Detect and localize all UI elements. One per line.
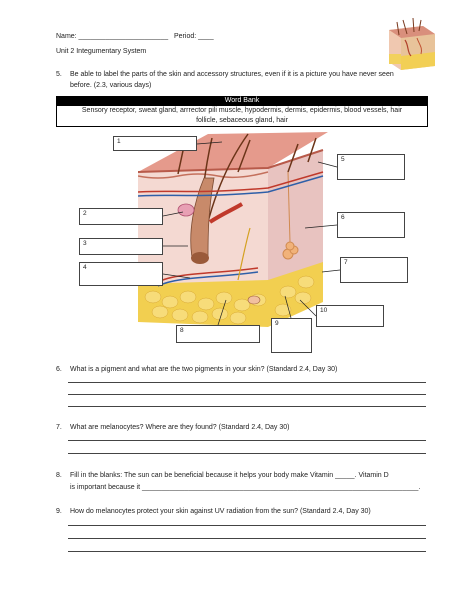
diagram-label-box-4[interactable] bbox=[79, 262, 163, 286]
diagram-label-box-7[interactable] bbox=[340, 257, 408, 283]
period-field-label: Period: ____ bbox=[174, 33, 214, 40]
question-9 bbox=[56, 507, 456, 517]
question-8-line2: is important because it _______________________________________________________________________. bbox=[70, 484, 421, 491]
diagram-label-box-3[interactable] bbox=[79, 238, 163, 255]
question-5-line1: Be able to label the parts of the skin and accessory structures, even if it is a picture you have never seen bbox=[70, 71, 394, 78]
diagram-label-number: 2 bbox=[83, 210, 87, 217]
answer-line[interactable] bbox=[68, 453, 426, 454]
question-7-number: 7. bbox=[56, 424, 62, 431]
word-bank-line1: Sensory receptor, sweat gland, arrrector pili muscle, hypodermis, dermis, epidermis, blood vessels, hair bbox=[81, 107, 403, 114]
diagram-label-number: 6 bbox=[341, 214, 345, 221]
diagram-label-box-2[interactable] bbox=[79, 208, 163, 225]
diagram-label-number: 7 bbox=[344, 259, 348, 266]
question-9-text: How do melanocytes protect your skin against UV radiation from the sun? (Standard 2.4, Day 30) bbox=[70, 508, 371, 515]
question-6 bbox=[56, 365, 456, 375]
question-5 bbox=[56, 70, 466, 92]
question-8-line1: Fill in the blanks: The sun can be beneficial because it helps your body make Vitamin _____. Vitamin D bbox=[70, 472, 389, 479]
diagram-label-number: 1 bbox=[117, 138, 121, 145]
answer-line[interactable] bbox=[68, 551, 426, 552]
diagram-label-box-10[interactable] bbox=[316, 305, 384, 327]
question-6-text: What is a pigment and what are the two pigments in your skin? (Standard 2.4, Day 30) bbox=[70, 366, 338, 373]
question-6-number: 6. bbox=[56, 366, 62, 373]
skin-cross-section-diagram bbox=[138, 132, 338, 332]
word-bank-line2: follicle, sebaceous gland, hair bbox=[196, 117, 288, 124]
word-bank-terms bbox=[56, 106, 428, 127]
diagram-label-number: 5 bbox=[341, 156, 345, 163]
answer-line[interactable] bbox=[68, 440, 426, 441]
question-5-line2: before. (2.3, various days) bbox=[70, 82, 152, 89]
diagram-label-box-8[interactable] bbox=[176, 325, 260, 343]
question-9-number: 9. bbox=[56, 508, 62, 515]
diagram-label-number: 3 bbox=[83, 240, 87, 247]
diagram-label-box-9[interactable] bbox=[271, 318, 312, 353]
question-7-text: What are melanocytes? Where are they found? (Standard 2.4, Day 30) bbox=[70, 424, 290, 431]
word-bank-title: Word Bank bbox=[56, 96, 428, 106]
diagram-label-box-5[interactable] bbox=[337, 154, 405, 180]
name-field-label: Name: _______________________ bbox=[56, 33, 169, 40]
answer-line[interactable] bbox=[68, 382, 426, 383]
diagram-label-number: 4 bbox=[83, 264, 87, 271]
answer-line[interactable] bbox=[68, 406, 426, 407]
question-8 bbox=[56, 471, 466, 493]
diagram-label-number: 9 bbox=[275, 320, 279, 327]
diagram-label-number: 8 bbox=[180, 327, 184, 334]
diagram-label-box-6[interactable] bbox=[337, 212, 405, 238]
answer-line[interactable] bbox=[68, 525, 426, 526]
answer-line[interactable] bbox=[68, 394, 426, 395]
answer-line[interactable] bbox=[68, 538, 426, 539]
word-bank bbox=[56, 96, 428, 127]
diagram-label-box-1[interactable] bbox=[113, 136, 197, 151]
skin-thumbnail-image bbox=[383, 16, 441, 72]
question-7 bbox=[56, 423, 456, 433]
unit-title: Unit 2 Integumentary System bbox=[56, 48, 147, 55]
question-8-number: 8. bbox=[56, 472, 62, 479]
diagram-label-number: 10 bbox=[320, 307, 328, 314]
question-5-number: 5. bbox=[56, 71, 62, 78]
